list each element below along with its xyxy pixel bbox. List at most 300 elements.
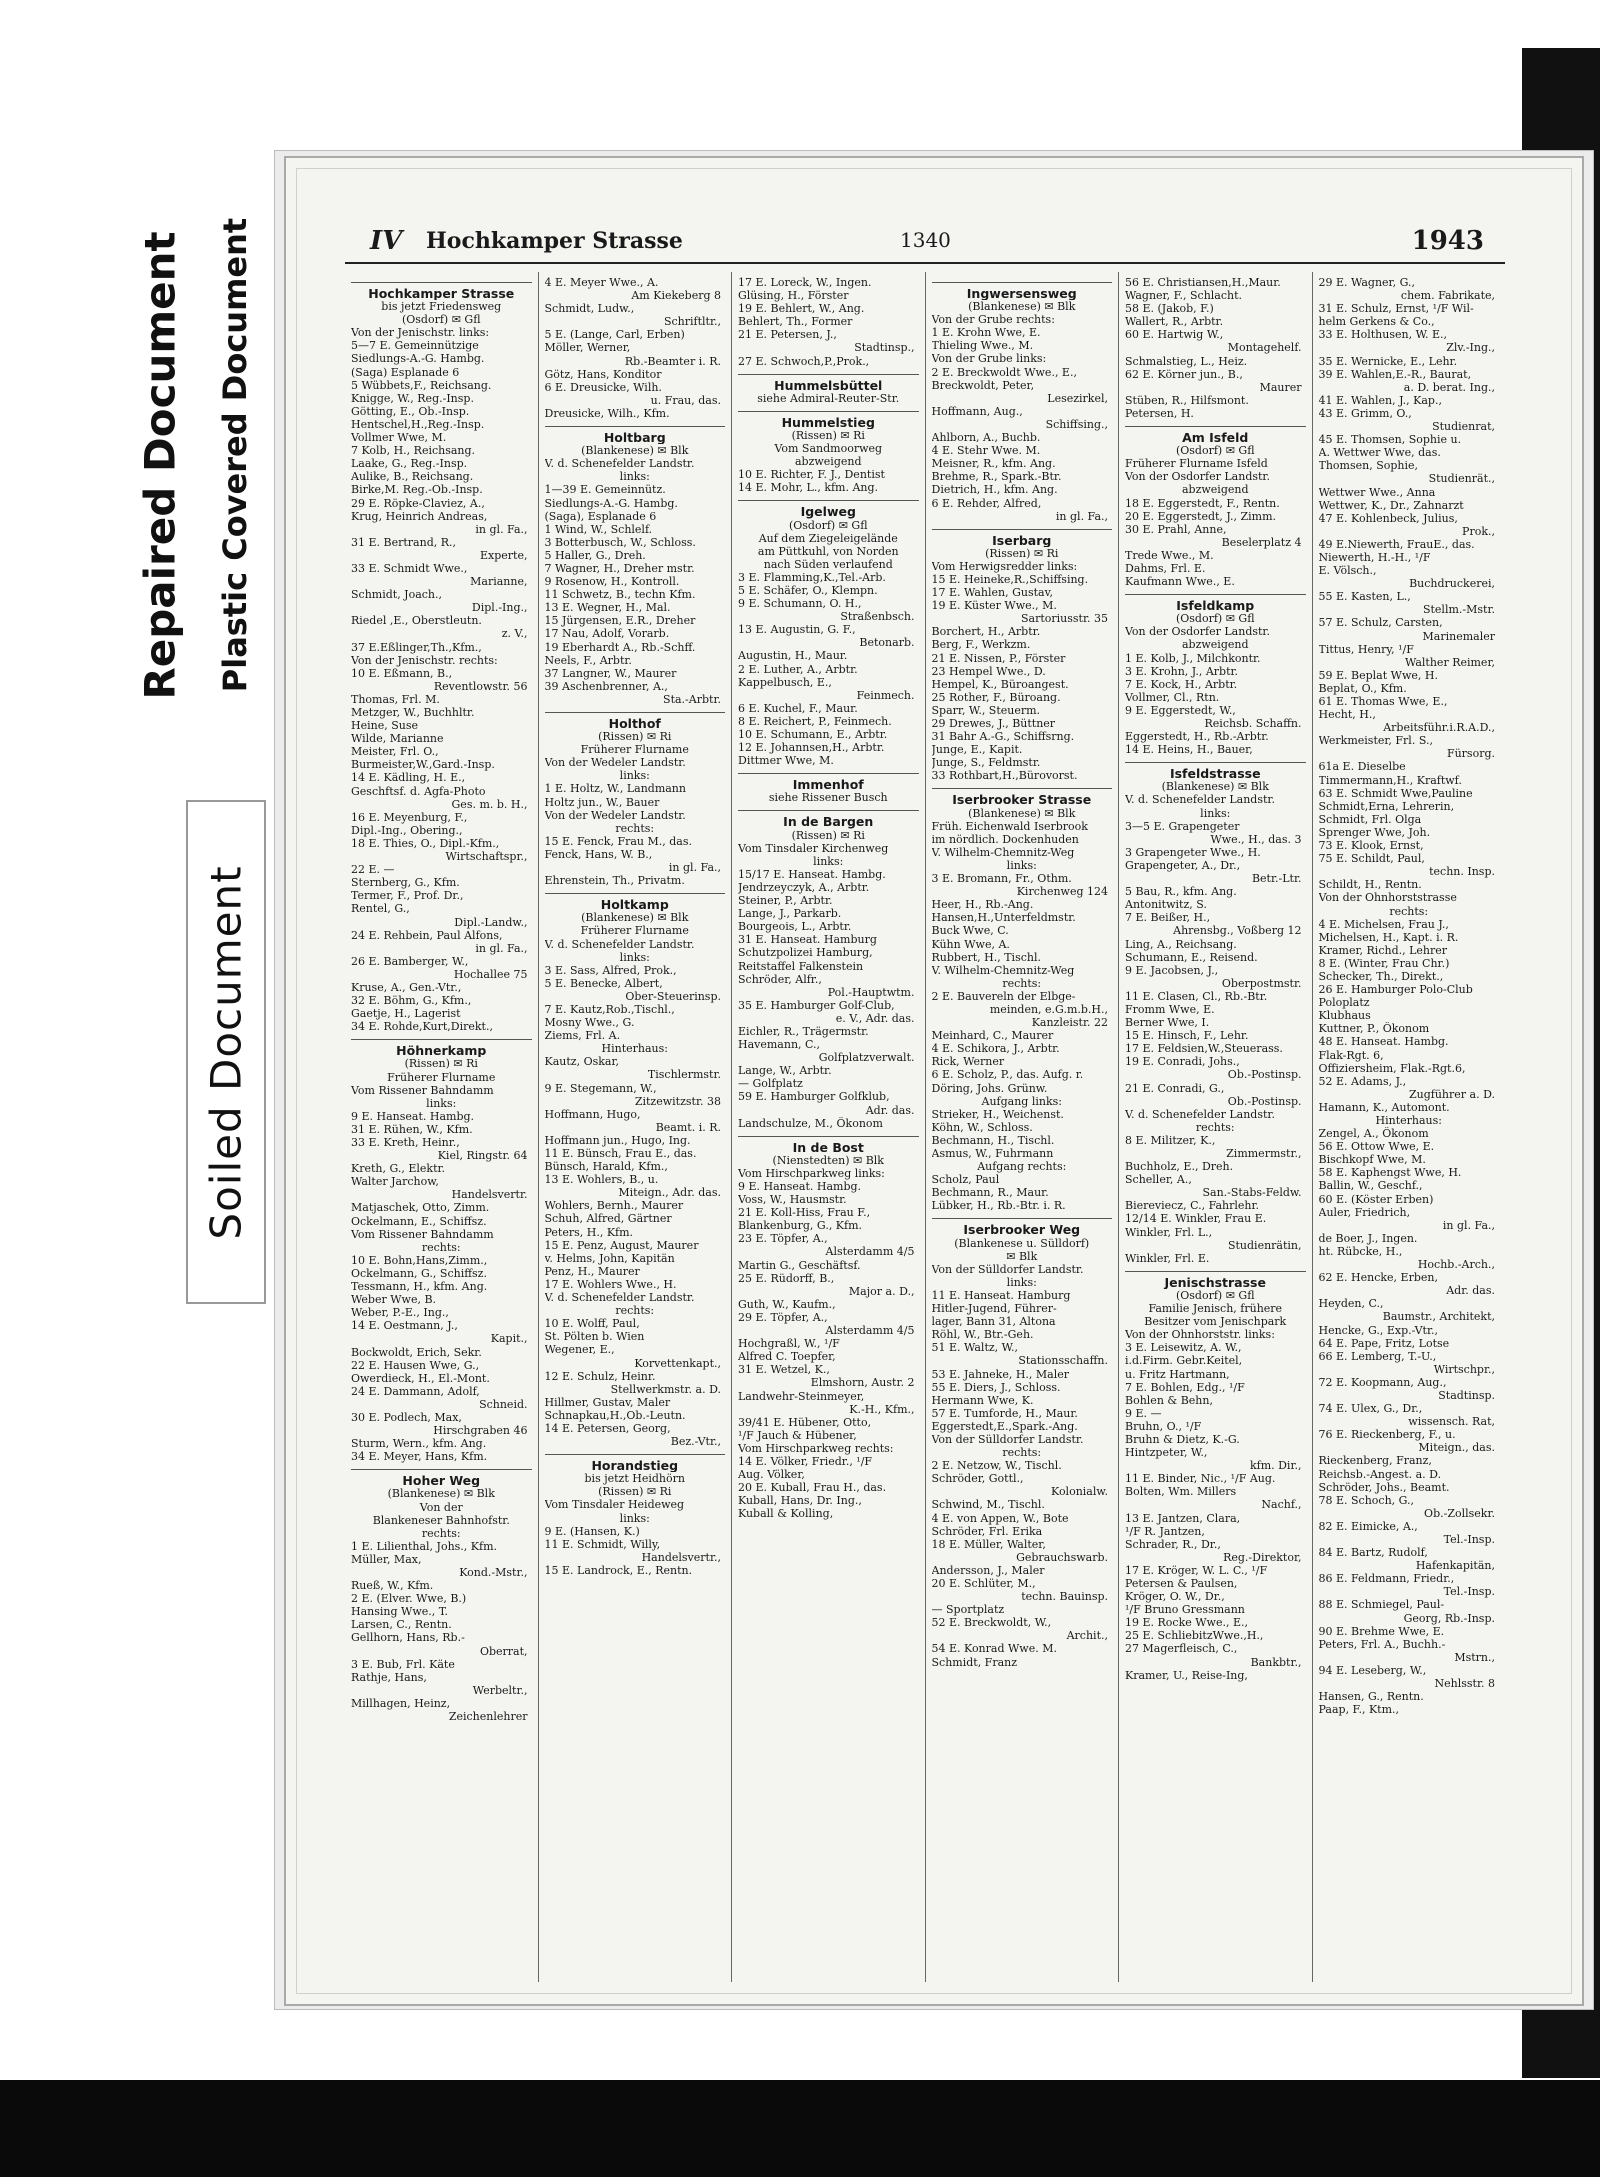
directory-entry: Miteign., das. — [1418, 1441, 1495, 1455]
directory-entry: Buchholz, E., Dreh. — [1125, 1160, 1234, 1174]
directory-entry: Schrader, R., Dr., — [1125, 1537, 1221, 1551]
directory-entry: Von der — [419, 1500, 463, 1514]
directory-entry: in gl. Fa., — [1055, 509, 1108, 523]
directory-entry: 7 E. Kock, H., Arbtr. — [1125, 677, 1238, 691]
directory-entry: Hirschgraben 46 — [433, 1424, 528, 1438]
directory-entry: Experte, — [480, 548, 528, 562]
directory-entry: 23 E. Töpfer, A., — [738, 1232, 828, 1246]
directory-entry: helm Gerkens & Co., — [1318, 315, 1435, 329]
directory-entry: Offiziersheim, Flak.-Rgt.6, — [1318, 1061, 1466, 1075]
directory-entry: Meisner, R., kfm. Ang. — [931, 457, 1056, 471]
directory-entry: Wegener, E., — [544, 1343, 615, 1357]
directory-entry: Müller, Max, — [351, 1552, 422, 1566]
directory-entry: Vom Tinsdaler Kirchenweg — [738, 841, 889, 855]
directory-entry: 37 E.Eßlinger,Th.,Kfm., — [351, 640, 482, 654]
directory-entry: Schmidt,Erna, Lehrerin, — [1318, 799, 1455, 813]
directory-entry: 15 E. Penz, August, Maurer — [544, 1238, 699, 1252]
directory-entry: Thomsen, Sophie, — [1318, 459, 1419, 473]
directory-entry: Alfred C. Toepfer, — [738, 1350, 836, 1364]
directory-entry: 27 E. Schwoch,P.,Prok., — [738, 354, 870, 368]
directory-entry: Weber Wwe, B. — [351, 1293, 437, 1307]
directory-entry: Zugführer a. D. — [1408, 1087, 1495, 1101]
directory-entry: ht. Rübcke, H., — [1318, 1244, 1403, 1258]
directory-entry: Montagehelf. — [1227, 341, 1302, 355]
directory-entry: Paap, F., Ktm., — [1318, 1703, 1400, 1717]
directory-entry: 6 E. Rehder, Alfred, — [931, 496, 1042, 510]
directory-entry: St. Pölten b. Wien — [544, 1330, 645, 1344]
directory-entry: Dreusicke, Wilh., Kfm. — [544, 406, 670, 420]
directory-entry: 17 E. Wahlen, Gustav, — [931, 586, 1054, 600]
directory-entry: 1 E. Lilienthal, Johs., Kfm. — [351, 1539, 498, 1553]
directory-entry: 41 E. Wahlen, J., Kap., — [1318, 393, 1442, 407]
directory-entry: Penz, H., Maurer — [544, 1264, 640, 1278]
directory-entry: 10 E. Bohn,Hans,Zimm., — [351, 1253, 488, 1267]
directory-entry: 3 Botterbusch, W., Schloss. — [544, 535, 696, 549]
directory-entry: Schuh, Alfred, Gärtner — [544, 1212, 672, 1226]
directory-entry: 5 Wübbets,F., Reichsang. — [351, 378, 492, 392]
directory-entry: 62 E. Körner jun., B., — [1125, 367, 1243, 381]
directory-entry: Tel.-Insp. — [1443, 1533, 1495, 1546]
directory-entry: Behlert, Th., Former — [738, 315, 853, 329]
directory-entry: Bruhn & Dietz, K.-G. — [1125, 1432, 1240, 1446]
directory-entry: 26 E. Bamberger, W., — [351, 954, 469, 968]
directory-entry: 14 E. Völker, Friedr., ¹/F — [738, 1454, 873, 1468]
directory-entry: 21 E. Koll-Hiss, Frau F., — [738, 1206, 871, 1220]
directory-entry: 31 E. Rühen, W., Kfm. — [351, 1122, 473, 1136]
directory-entry: Ges. m. b. H., — [451, 797, 528, 811]
column-2 — [539, 272, 733, 1982]
directory-entry: 4 E. Michelsen, Frau J., — [1318, 917, 1449, 931]
directory-entry: Schecker, Th., Direkt., — [1318, 969, 1444, 983]
directory-entry: 7 Kolb, H., Reichsang. — [351, 444, 476, 458]
directory-entry: Gaetje, H., Lagerist — [351, 1007, 461, 1021]
directory-entry: links: — [619, 769, 650, 783]
directory-entry: Timmermann,H., Kraftwf. — [1318, 773, 1462, 787]
directory-entry: Kreth, G., Elektr. — [351, 1162, 446, 1176]
directory-entry: Schutzpolizei Hamburg, — [738, 946, 873, 960]
directory-entry: 10 E. Eßmann, B., — [351, 666, 453, 680]
directory-entry: Von der Sülldorfer Landstr. — [931, 1262, 1084, 1276]
directory-entry: Riedel ,E., Oberstleutn. — [351, 614, 482, 628]
directory-entry: Metzger, W., Buchhltr. — [351, 706, 475, 719]
directory-entry: Hoffmann, Aug., — [931, 404, 1023, 418]
directory-entry: Früherer Flurname — [580, 924, 689, 938]
directory-entry: Schriftltr., — [663, 315, 721, 329]
directory-entry: Owerdieck, H., El.-Mont. — [351, 1371, 490, 1385]
directory-entry: Schröder, Frl. Erika — [931, 1524, 1043, 1538]
directory-entry: Wallert, R., Arbtr. — [1125, 315, 1224, 329]
directory-entry: Kramer, U., Reise-Ing, — [1125, 1668, 1248, 1682]
directory-entry: 10 E. Schumann, E., Arbtr. — [738, 728, 888, 741]
directory-entry: Bechmann, R., Maur. — [931, 1186, 1049, 1200]
directory-entry: Thieling Wwe., M. — [931, 339, 1034, 353]
column-1 — [345, 272, 539, 1982]
street-heading: Iserbrooker Strasse — [932, 788, 1113, 806]
directory-entry: 18 E. Müller, Walter, — [931, 1537, 1046, 1551]
directory-entry: rechts: — [1389, 904, 1429, 918]
directory-entry: 7 E. Bohlen, Edg., ¹/F — [1125, 1380, 1245, 1394]
directory-entry: 21 E. Petersen, J., — [738, 328, 837, 342]
directory-entry: Elmshorn, Austr. 2 — [810, 1376, 915, 1390]
directory-entry: 55 E. Diers, J., Schloss. — [931, 1380, 1061, 1394]
directory-entry: 15 E. Hinsch, F., Lehr. — [1125, 1029, 1249, 1043]
directory-entry: Adr. das. — [865, 1103, 915, 1117]
directory-entry: Schmidt, Frl. Olga — [1318, 812, 1422, 826]
directory-entry: Kiel, Ringstr. 64 — [437, 1149, 528, 1163]
directory-entry: Berg, F., Werkzm. — [931, 638, 1031, 652]
directory-entry: 17 E. Feldsien,W.,Steuerass. — [1125, 1042, 1283, 1056]
directory-entry: Aufgang links: — [981, 1094, 1062, 1108]
directory-entry: 35 E. Hamburger Golf-Club, — [738, 998, 895, 1012]
directory-entry: Jendrzeyczyk, A., Arbtr. — [738, 880, 870, 894]
directory-entry: 3 Grapengeter Wwe., H. — [1125, 845, 1261, 859]
directory-entry: Tessmann, H., kfm. Ang. — [351, 1280, 488, 1294]
directory-entry: Ballin, W., Geschf., — [1318, 1179, 1423, 1193]
directory-entry: 39 Aschenbrenner, A., — [544, 679, 668, 693]
directory-entry: Wirtschaftspr., — [445, 850, 528, 864]
directory-entry: 59 E. Hamburger Golfklub, — [738, 1090, 890, 1104]
directory-entry: Hintzpeter, W., — [1125, 1446, 1208, 1460]
directory-entry: 3 E. Sass, Alfred, Prok., — [544, 963, 677, 977]
directory-entry: 9 E. Stegemann, W., — [544, 1081, 657, 1095]
directory-entry: 29 E. Wagner, G., — [1318, 276, 1415, 289]
directory-entry: Beamt. i. R. — [655, 1120, 721, 1134]
directory-entry: 75 E. Schildt, Paul, — [1318, 852, 1425, 866]
directory-entry: V. Wilhelm-Chemnitz-Weg — [931, 963, 1075, 977]
street-heading: Isfeldstrasse — [1125, 762, 1306, 780]
street-heading: Holtkamp — [545, 893, 726, 911]
directory-entry: 22 E. — — [351, 863, 395, 877]
directory-entry: 15 Jürgensen, E.R., Dreher — [544, 614, 696, 628]
directory-entry: 55 E. Kasten, L., — [1318, 590, 1411, 604]
directory-entry: Kramer, Richd., Lehrer — [1318, 943, 1448, 957]
directory-entry: Zitzewitzstr. 38 — [634, 1094, 721, 1108]
directory-entry: Hempel, K., Büroangest. — [931, 677, 1069, 691]
directory-entry: Birke,M. Reg.-Ob.-Insp. — [351, 483, 483, 497]
directory-entry: 51 E. Waltz, W., — [931, 1341, 1019, 1355]
directory-entry: V. d. Schenefelder Landstr. — [544, 457, 695, 471]
directory-entry: techn. Bauinsp. — [1021, 1590, 1108, 1604]
directory-entry: Bruhn, O., ¹/F — [1125, 1419, 1202, 1433]
directory-entry: 63 E. Schmidt Wwe,Pauline — [1318, 786, 1473, 800]
directory-entry: 57 E. Tumforde, H., Maur. — [931, 1406, 1078, 1420]
directory-entry: Stüben, R., Hilfsmont. — [1125, 393, 1249, 407]
directory-entry: 52 E. Breckwoldt, W., — [931, 1616, 1052, 1630]
directory-entry: Thomas, Frl. M. — [351, 692, 440, 706]
directory-entry: V. d. Schenefelder Landstr. — [544, 937, 695, 951]
directory-entry: Berner Wwe, I. — [1125, 1016, 1210, 1030]
directory-entry: Stadtinsp., — [854, 341, 915, 355]
directory-entry: Heyden, C., — [1318, 1297, 1384, 1311]
directory-entry: abzweigend — [1181, 638, 1249, 652]
column-4 — [926, 272, 1120, 1982]
directory-entry: Studienrätin, — [1227, 1238, 1302, 1252]
directory-entry: Besitzer vom Jenischpark — [1144, 1315, 1287, 1329]
top-margin — [0, 0, 1600, 48]
directory-entry: rechts: — [421, 1240, 461, 1254]
volume-number: IV — [370, 226, 403, 256]
directory-entry: Hochb.-Arch., — [1417, 1258, 1495, 1272]
directory-entry: (Rissen) ✉ Ri — [598, 730, 672, 744]
directory-entry: Tel.-Insp. — [1443, 1585, 1495, 1599]
directory-entry: Röhl, W., Btr.-Geh. — [931, 1328, 1034, 1342]
directory-entry: 21 E. Nissen, P., Förster — [931, 651, 1066, 665]
directory-entry: Hoffmann, Hugo, — [544, 1107, 641, 1121]
directory-entry: (Blankenese) ✉ Blk — [968, 300, 1076, 314]
directory-entry: Hentschel,H.,Reg.-Insp. — [351, 417, 485, 431]
directory-entry: Früherer Flurname — [580, 743, 689, 757]
directory-entry: abzweigend — [1181, 483, 1249, 497]
directory-entry: Strieker, H., Weichenst. — [931, 1107, 1064, 1121]
directory-entry: Schmidt, Franz — [931, 1655, 1018, 1669]
directory-entry: Nachf., — [1261, 1498, 1302, 1512]
directory-entry: Dipl.-Ing., Obering., — [351, 823, 463, 837]
directory-entry: Beplat, O., Kfm. — [1318, 681, 1407, 695]
directory-entry: 18 E. Eggerstedt, F., Rentn. — [1125, 496, 1280, 510]
directory-entry: Köhn, W., Schloss. — [931, 1120, 1033, 1134]
directory-entry: Kuttner, P., Ökonom — [1318, 1022, 1430, 1036]
directory-entry: links: — [619, 470, 650, 484]
directory-entry: Gellhorn, Hans, Rb.- — [351, 1631, 465, 1645]
directory-entry: 17 E. Wohlers Wwe., H. — [544, 1277, 677, 1291]
directory-entry: Neels, F., Arbtr. — [544, 653, 632, 667]
directory-entry: 6 E. Kuchel, F., Maur. — [738, 701, 858, 715]
directory-entry: Burmeister,W.,Gard.-Insp. — [351, 758, 495, 772]
directory-entry: Kirchenweg 124 — [1016, 885, 1108, 899]
directory-entry: Marianne, — [470, 575, 528, 589]
directory-entry: Walther Reimer, — [1405, 655, 1495, 669]
directory-entry: Bourgeois, L., Arbtr. — [738, 920, 852, 934]
directory-entry: Brehme, R., Spark.-Btr. — [931, 470, 1062, 484]
directory-entry: 14 E. Heins, H., Bauer, — [1125, 743, 1253, 757]
directory-entry: E. Völsch., — [1318, 564, 1377, 578]
directory-entry: 52 E. Adams, J., — [1318, 1074, 1407, 1088]
directory-entry: links: — [1200, 806, 1231, 820]
running-street-title: Hochkamper Strasse — [426, 228, 683, 254]
directory-entry: 25 E. SchliebitzWwe.,H., — [1125, 1629, 1264, 1643]
directory-entry: 17 E. Loreck, W., Ingen. — [738, 276, 872, 289]
directory-entry: 6 E. Dreusicke, Wilh. — [544, 380, 662, 394]
directory-entry: 1—39 E. Gemeinnütz. — [544, 483, 666, 497]
street-heading: Hummelstieg — [738, 411, 919, 429]
directory-entry: Krug, Heinrich Andreas, — [351, 509, 488, 523]
directory-entry: 2 E. Bauvereln der Elbge- — [931, 989, 1076, 1003]
directory-entry: Petersen & Paulsen, — [1125, 1577, 1238, 1590]
directory-entry: 33 E. Holthusen, W. E., — [1318, 328, 1447, 342]
directory-entry: 53 E. Jahneke, H., Maler — [931, 1367, 1070, 1381]
directory-entry: 60 E. (Köster Erben) — [1318, 1192, 1434, 1206]
directory-entry: (Saga) Esplanade 6 — [351, 365, 460, 379]
directory-entry: 17 Nau, Adolf, Vorarb. — [544, 627, 670, 641]
directory-entry: 62 E. Hencke, Erben, — [1318, 1271, 1438, 1285]
directory-entry: K.-H., Kfm., — [849, 1402, 915, 1416]
directory-entry: Schröder, Gottl., — [931, 1472, 1024, 1486]
directory-entry: 31 E. Schulz, Ernst, ¹/F Wil- — [1318, 302, 1474, 316]
directory-entry: Von der Grube links: — [931, 352, 1047, 366]
directory-entry: Glüsing, H., Förster — [738, 289, 849, 303]
directory-entry: Ockelmann, G., Schiffsz. — [351, 1266, 487, 1280]
directory-entry: 5 Haller, G., Dreh. — [544, 548, 646, 562]
directory-entry: Heer, H., Rb.-Ang. — [931, 898, 1034, 912]
directory-entry: Alsterdamm 4/5 — [825, 1324, 915, 1338]
scan-edge-bottom — [0, 2080, 1600, 2177]
directory-entry: Steiner, P., Arbtr. — [738, 894, 833, 908]
directory-entry: 57 E. Schulz, Carsten, — [1318, 616, 1443, 630]
directory-entry: 22 E. Hausen Wwe, G., — [351, 1358, 480, 1372]
directory-entry: Schmidt, Joach., — [351, 588, 443, 602]
directory-entry: Borchert, H., Arbtr. — [931, 625, 1041, 639]
directory-entry: Heine, Suse — [351, 719, 418, 733]
directory-entry: 11 E. Hanseat. Hamburg — [931, 1288, 1071, 1302]
directory-entry: chem. Fabrikate, — [1400, 289, 1495, 303]
directory-entry: Dipl.-Ing., — [471, 601, 528, 615]
directory-entry: Ahrensbg., Voßberg 12 — [1173, 924, 1302, 938]
street-heading: Am Isfeld — [1125, 426, 1306, 444]
directory-entry: Von der Ohnhorststrasse — [1318, 891, 1457, 905]
soiled-document-sticker: Soiled Document — [186, 800, 266, 1304]
directory-entry: Gebrauchswarb. — [1016, 1550, 1108, 1564]
directory-entry: Studienrät., — [1428, 472, 1495, 486]
directory-entry: 59 E. Beplat Wwe, H. — [1318, 668, 1438, 682]
directory-entry: 11 Schwetz, B., techn Kfm. — [544, 588, 696, 602]
directory-entry: Larsen, C., Rentn. — [351, 1618, 452, 1632]
directory-entry: Bankbtr., — [1250, 1655, 1302, 1669]
directory-entry: 17 E. Kröger, W. L. C., ¹/F — [1125, 1563, 1268, 1577]
directory-entry: Buchdruckerei, — [1409, 577, 1495, 591]
directory-entry: 15 E. Landrock, E., Rentn. — [544, 1563, 693, 1577]
directory-entry: Tittus, Henry, ¹/F — [1318, 642, 1414, 656]
directory-entry: rechts: — [1002, 976, 1042, 990]
directory-entry: Miteign., Adr. das. — [618, 1186, 721, 1200]
directory-entry: 29 E. Töpfer, A., — [738, 1310, 828, 1324]
directory-entry: Ehrenstein, Th., Privatm. — [544, 874, 685, 888]
directory-entry: 31 E. Bertrand, R., — [351, 535, 456, 549]
directory-entry: Hinterhaus: — [1375, 1114, 1442, 1127]
directory-entry: Marinemaler — [1422, 629, 1495, 643]
directory-entry: (Blankenese) ✉ Blk — [968, 806, 1076, 820]
directory-entry: 3 E. Bromann, Fr., Othm. — [931, 872, 1072, 886]
directory-entry: u. Frau, das. — [650, 393, 721, 407]
street-heading: Holthof — [545, 712, 726, 730]
directory-entry: Peters, Frl. A., Buchh.- — [1318, 1637, 1446, 1651]
directory-entry: 32 E. Böhm, G., Kfm., — [351, 994, 472, 1008]
directory-entry: Lange, W., Arbtr. — [738, 1064, 832, 1078]
page-header — [340, 222, 1510, 258]
directory-entry: Landschulze, M., Ökonom — [738, 1116, 883, 1130]
directory-entry: 2 E. Netzow, W., Tischl. — [931, 1459, 1062, 1473]
directory-entry: Stellwerkmstr. a. D. — [610, 1382, 721, 1396]
directory-entry: Fürsorg. — [1446, 747, 1495, 761]
directory-entry: Buck Wwe, C. — [931, 924, 1009, 938]
directory-entry: 7 E. Kautz,Rob.,Tischl., — [544, 1002, 675, 1016]
directory-entry: Blankenburg, G., Kfm. — [738, 1219, 863, 1233]
directory-entry: Zimmermstr., — [1226, 1147, 1302, 1160]
directory-entry: Von der Grube rechts: — [931, 313, 1055, 327]
directory-entry: Golfplatzverwalt. — [818, 1051, 915, 1065]
column-3 — [732, 272, 926, 1982]
directory-entry: 12 E. Johannsen,H., Arbtr. — [738, 741, 885, 755]
directory-entry: (Blankenese) ✉ Blk — [581, 911, 689, 925]
directory-entry: Handelsvertr., — [641, 1550, 721, 1564]
directory-entry: Prok., — [1462, 524, 1495, 538]
directory-entry: 5 E. Benecke, Albert, — [544, 976, 663, 990]
directory-entry: 61 E. Thomas Wwe, E., — [1318, 695, 1448, 708]
directory-entry: Ling, A., Reichsang. — [1125, 937, 1237, 951]
directory-entry: 5 E. Schäfer, O., Klempn. — [738, 583, 878, 597]
directory-entry: Stadtinsp. — [1438, 1388, 1495, 1402]
directory-entry: Familie Jenisch, frühere — [1148, 1302, 1283, 1316]
directory-entry: 73 E. Klook, Ernst, — [1318, 839, 1424, 853]
directory-entry: 37 Langner, W., Maurer — [544, 666, 677, 680]
directory-entry: rechts: — [615, 1304, 655, 1318]
directory-entry: (Rissen) ✉ Ri — [791, 428, 865, 442]
directory-entry: 14 E. Oestmann, J., — [351, 1319, 458, 1333]
directory-entry: Früh. Eichenwald Iserbrook — [931, 819, 1088, 833]
column-6 — [1313, 272, 1506, 1982]
directory-entry: 61a E. Dieselbe — [1318, 760, 1406, 774]
directory-entry: Dittmer Wwe, M. — [738, 754, 834, 768]
directory-entry: Wwe., H., das. 3 — [1210, 832, 1302, 846]
directory-entry: 11 E. Schmidt, Willy, — [544, 1537, 661, 1551]
directory-entry: ¹/F Jauch & Hübener, — [738, 1428, 857, 1442]
directory-entry: 30 E. Podlech, Max, — [351, 1410, 462, 1424]
directory-entry: Bischkopf Wwe, M. — [1318, 1153, 1426, 1167]
directory-entry: meinden, e.G.m.b.H., — [989, 1002, 1108, 1016]
directory-entry: Möller, Werner, — [544, 341, 631, 355]
directory-entry: 3 E. Krohn, J., Arbtr. — [1125, 664, 1239, 678]
directory-entry: Eggerstedt, H., Rb.-Arbtr. — [1125, 730, 1269, 744]
directory-entry: 4 E. Schikora, J., Arbtr. — [931, 1042, 1060, 1056]
directory-entry: Georg, Rb.-Insp. — [1403, 1611, 1495, 1625]
directory-entry: Kappelbusch, E., — [738, 675, 832, 689]
directory-entry: 19 E. Conradi, Johs., — [1125, 1055, 1240, 1069]
street-heading: Isfeldkamp — [1125, 594, 1306, 612]
directory-entry: Götz, Hans, Konditor — [544, 367, 662, 381]
directory-entry: Tischlermstr. — [647, 1068, 721, 1082]
directory-entry: links: — [1006, 858, 1037, 872]
directory-entry: Handelsvertr. — [451, 1188, 528, 1202]
directory-entry: Rb.-Beamter i. R. — [624, 354, 721, 368]
directory-entry: in gl. Fa., — [1442, 1218, 1495, 1232]
directory-entry: abzweigend — [794, 455, 862, 469]
directory-entry: Stationsschaffn. — [1018, 1354, 1108, 1368]
directory-entry: Früherer Flurname Isfeld — [1125, 457, 1268, 471]
directory-entry: Von der Osdorfer Landstr. — [1125, 470, 1270, 484]
directory-entry: Hitler-Jugend, Führer- — [931, 1302, 1057, 1316]
directory-entry: Vom Rissener Bahndamm — [351, 1083, 494, 1097]
directory-entry: Niewerth, H.-H., ¹/F — [1318, 550, 1431, 564]
directory-entry: Knigge, W., Reg.-Insp. — [351, 391, 474, 405]
directory-entry: Hochgraßl, W., ¹/F — [738, 1337, 840, 1351]
header-rule — [345, 262, 1505, 264]
directory-entry: 8 E. Militzer, K., — [1125, 1133, 1216, 1147]
directory-entry: rechts: — [1195, 1120, 1235, 1134]
directory-entry: Siedlungs-A.-G. Hambg. — [351, 352, 485, 366]
directory-entry: Aulike, B., Reichsang. — [351, 470, 474, 484]
directory-entry: Biereviecz, C., Fahrlehr. — [1125, 1199, 1260, 1213]
directory-entry: Nehlsstr. 8 — [1434, 1677, 1495, 1691]
street-heading: Hochkamper Strasse — [351, 282, 532, 300]
directory-entry: 9 E. Jacobsen, J., — [1125, 963, 1219, 977]
directory-entry: 3—5 E. Grapengeter — [1125, 819, 1240, 833]
directory-entry: Martin G., Geschäftsf. — [738, 1258, 861, 1272]
directory-entry: Sturm, Wern., kfm. Ang. — [351, 1437, 487, 1451]
directory-entry: 2 E. Breckwoldt Wwe., E., — [931, 365, 1077, 379]
directory-entry: V. d. Schenefelder Landstr. — [544, 1291, 695, 1305]
directory-entry: Auler, Friedrich, — [1318, 1205, 1411, 1219]
street-heading: Igelweg — [738, 500, 919, 518]
directory-entry: Petersen, H. — [1125, 406, 1194, 420]
